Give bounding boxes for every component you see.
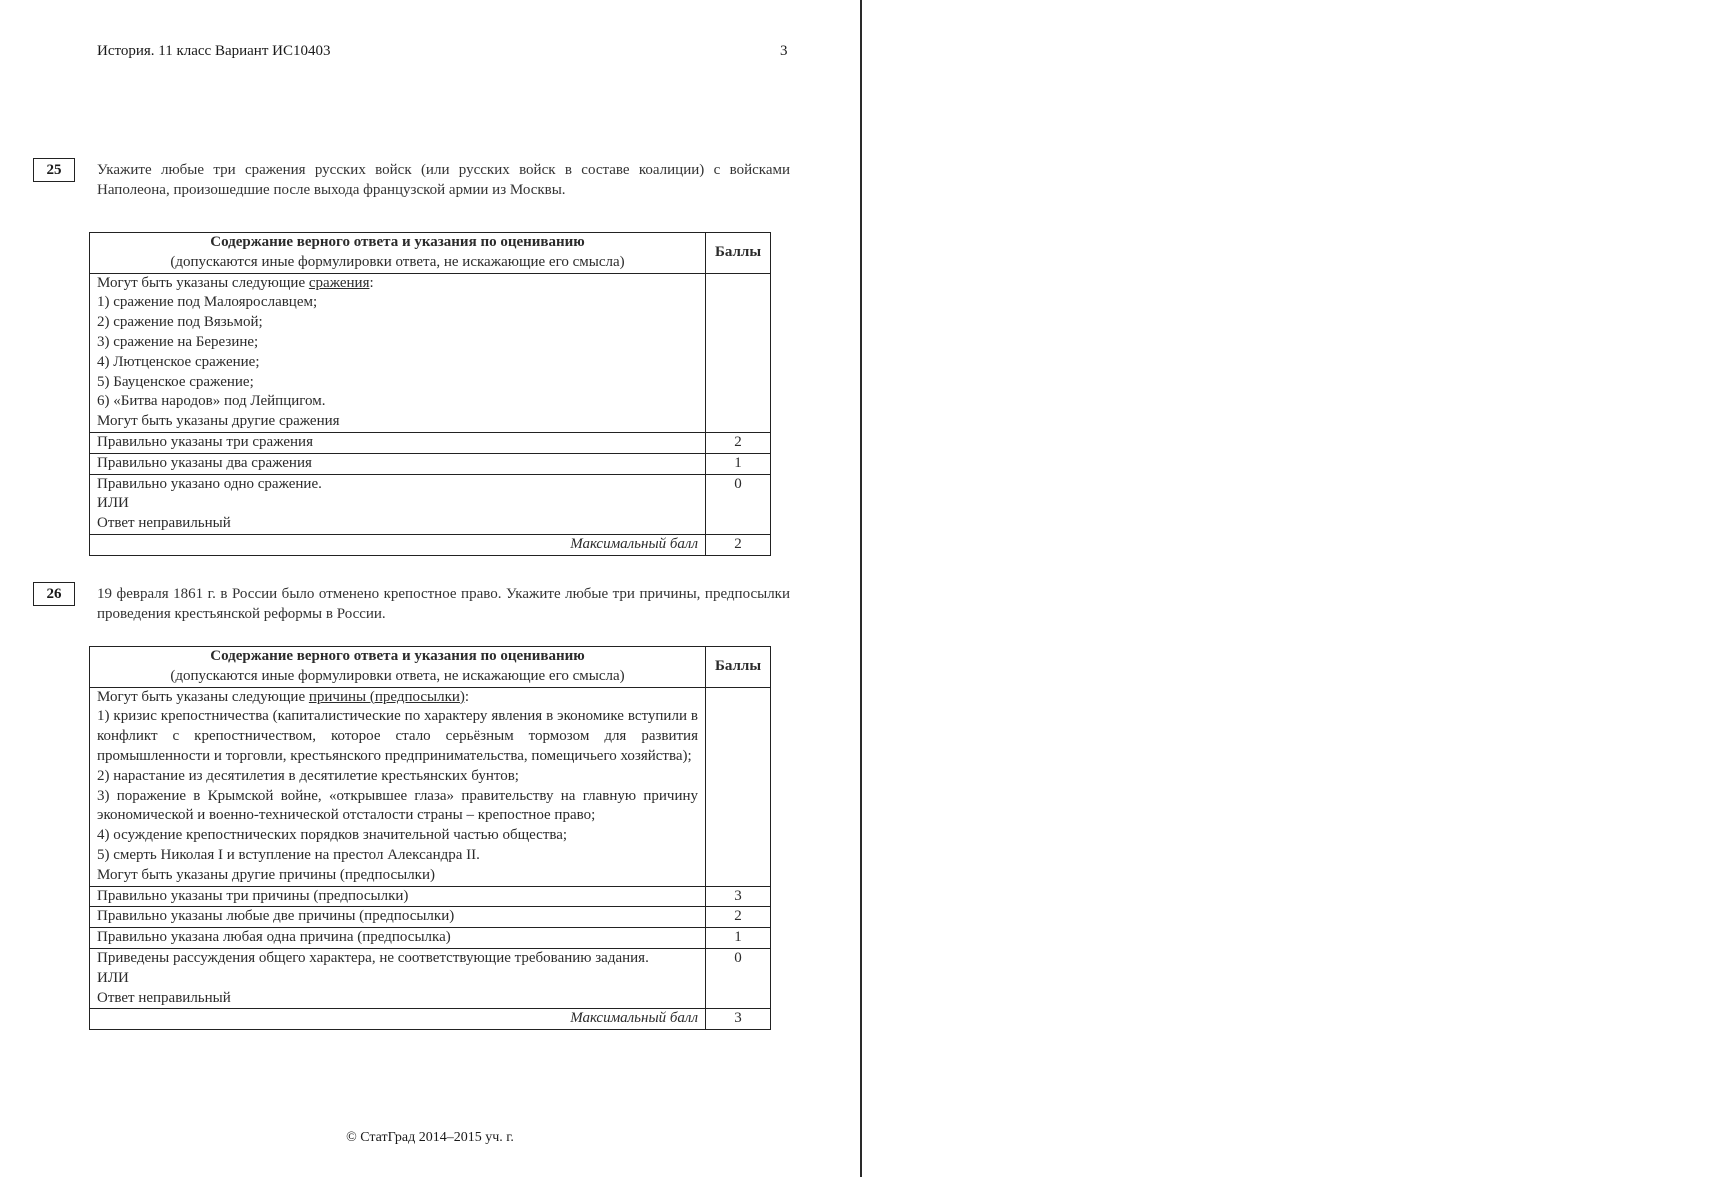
max-score-label: Максимальный балл xyxy=(90,1009,706,1030)
content-header-title: Содержание верного ответа и указания по оцениванию xyxy=(210,234,585,250)
list-item: 3) сражение на Березине; xyxy=(97,333,259,350)
criterion-score: 3 xyxy=(706,886,771,907)
criterion-text: Приведены рассуждения общего характера, не соответствующие требованию задания. ИЛИ Ответ неправильный xyxy=(90,948,706,1008)
score-cell xyxy=(706,687,771,886)
question-26-criteria-table xyxy=(89,646,771,1030)
footer-copyright: © СтатГрад 2014–2015 уч. г. xyxy=(346,1130,514,1145)
list-item: 4) Лютценское сражение; xyxy=(97,353,260,370)
list-item: 1) кризис крепостничества (капиталистические по характеру явления в экономике вступили в конфликт с крепостничеством, которое стало серьёзным тормозом для развития промышленности и торговли, крестьянского предпринимательства, помещичьего хозяйства); xyxy=(97,708,698,764)
criterion-score: 1 xyxy=(706,453,771,474)
answer-content-cell xyxy=(90,273,706,432)
content-header-title: Содержание верного ответа и указания по оцениванию xyxy=(210,648,585,664)
answer-outro: Могут быть указаны другие причины (предпосылки) xyxy=(97,866,435,883)
criterion-score: 0 xyxy=(706,948,771,1008)
max-score-row xyxy=(90,534,771,555)
answer-content-cell xyxy=(90,687,706,886)
max-score-label: Максимальный балл xyxy=(90,534,706,555)
criterion-score: 2 xyxy=(706,432,771,453)
list-item: 3) поражение в Крымской войне, «открывшее глаза» правительству на главную причину экономической и военно-технической отсталости страны – крепостное право; xyxy=(97,787,698,824)
header-title: История. 11 класс Вариант ИС10403 xyxy=(97,43,331,59)
criterion-text: Правильно указаны три причины (предпосылки) xyxy=(90,886,706,907)
criterion-score: 2 xyxy=(706,907,771,928)
content-header-cell xyxy=(90,233,706,274)
list-item: 5) смерть Николая I и вступление на престол Александра II. xyxy=(97,846,480,863)
list-item: 1) сражение под Малоярославцем; xyxy=(97,294,318,311)
score-header: Баллы xyxy=(706,647,771,688)
max-score-row xyxy=(90,1009,771,1030)
table-header-row xyxy=(90,233,771,274)
table-header-row xyxy=(90,647,771,688)
content-header-cell xyxy=(90,647,706,688)
list-item: 2) нарастание из десятилетия в десятилетие крестьянских бунтов; xyxy=(97,767,519,784)
criterion-text: Правильно указаны любые две причины (предпосылки) xyxy=(90,907,706,928)
blank-page xyxy=(862,0,1718,1177)
table-row xyxy=(90,886,771,907)
table-row xyxy=(90,474,771,534)
answer-content-row xyxy=(90,273,771,432)
table-row xyxy=(90,907,771,928)
answer-outro: Могут быть указаны другие сражения xyxy=(97,413,340,430)
score-cell xyxy=(706,273,771,432)
table-row xyxy=(90,948,771,1008)
list-item: 6) «Битва народов» под Лейпцигом. xyxy=(97,393,326,410)
question-26-number: 26 xyxy=(33,582,75,606)
answer-intro: Могут быть указаны следующие сражения: xyxy=(97,274,374,291)
max-score-value: 3 xyxy=(706,1009,771,1030)
answer-intro: Могут быть указаны следующие причины (предпосылки): xyxy=(97,688,470,705)
content-header-note: (допускаются иные формулировки ответа, не искажающие его смысла) xyxy=(170,253,625,270)
criterion-text: Правильно указана любая одна причина (предпосылка) xyxy=(90,928,706,949)
question-25-criteria-table xyxy=(89,232,771,556)
criterion-text: Правильно указано одно сражение. ИЛИ Ответ неправильный xyxy=(90,474,706,534)
question-25-text: Укажите любые три сражения русских войск (или русских войск в составе коалиции) с войсками Наполеона, произошедшие после выхода французской армии из Москвы. xyxy=(97,162,790,198)
answer-content-row xyxy=(90,687,771,886)
list-item: 5) Бауценское сражение; xyxy=(97,373,254,390)
max-score-value: 2 xyxy=(706,534,771,555)
table-row xyxy=(90,453,771,474)
list-item: 2) сражение под Вязьмой; xyxy=(97,314,263,331)
criterion-text: Правильно указаны два сражения xyxy=(90,453,706,474)
criterion-score: 1 xyxy=(706,928,771,949)
score-header: Баллы xyxy=(706,233,771,274)
criterion-text: Правильно указаны три сражения xyxy=(90,432,706,453)
page-number: 3 xyxy=(780,43,788,59)
question-25-number: 25 xyxy=(33,158,75,182)
table-row xyxy=(90,432,771,453)
table-row xyxy=(90,928,771,949)
question-26-text: 19 февраля 1861 г. в России было отменено крепостное право. Укажите любые три причины, предпосылки проведения крестьянской реформы в России. xyxy=(97,586,790,622)
criterion-score: 0 xyxy=(706,474,771,534)
list-item: 4) осуждение крепостнических порядков значительной частью общества; xyxy=(97,827,568,844)
content-header-note: (допускаются иные формулировки ответа, не искажающие его смысла) xyxy=(170,667,625,684)
